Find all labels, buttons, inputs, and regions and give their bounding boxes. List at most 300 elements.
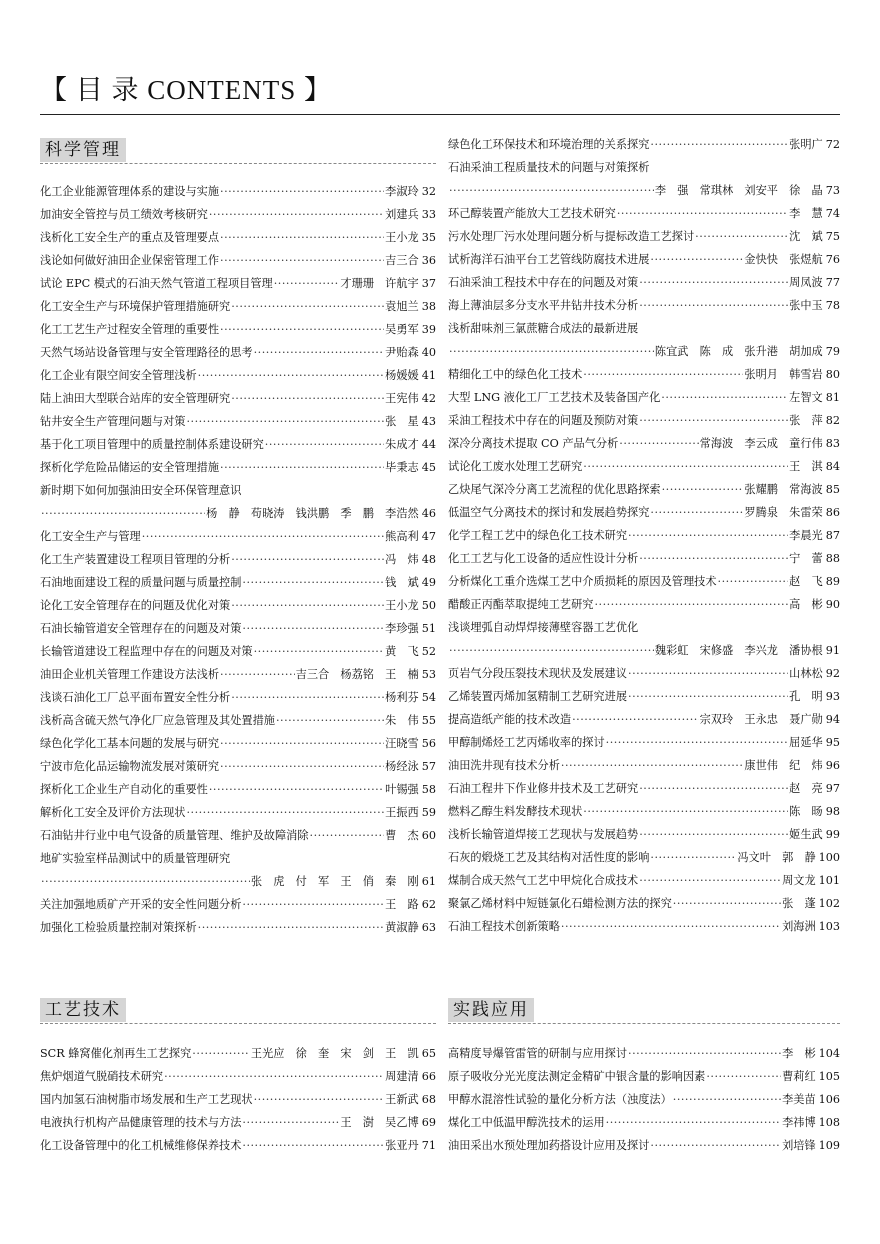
toc-entry[interactable] xyxy=(40,502,436,525)
toc-entry[interactable] xyxy=(40,755,436,778)
toc-entry-author: 周凤波 xyxy=(789,276,823,289)
toc-entry[interactable] xyxy=(40,594,436,617)
dot-leader xyxy=(639,409,788,432)
toc-entry[interactable] xyxy=(448,225,840,248)
dot-leader xyxy=(254,640,385,663)
toc-entry[interactable] xyxy=(448,892,840,915)
toc-entry-title: 长输管道建设工程监理中存在的问题及对策 xyxy=(40,645,253,658)
toc-entry-title: SCR 蜂窝催化剂再生工艺探究 xyxy=(40,1047,192,1060)
toc-entry-author: 张中玉 xyxy=(789,299,823,312)
toc-entry[interactable] xyxy=(40,732,436,755)
toc-entry[interactable] xyxy=(448,432,840,455)
toc-entry-page-number: 37 xyxy=(421,277,436,290)
dot-leader xyxy=(628,524,788,547)
dot-leader xyxy=(220,456,384,479)
toc-entry-page-number: 102 xyxy=(818,897,840,910)
toc-entry[interactable] xyxy=(40,456,436,479)
dot-leader xyxy=(650,846,736,869)
toc-entry-author: 黄淑静 xyxy=(385,921,419,934)
toc-entry[interactable] xyxy=(448,1065,840,1088)
toc-entry[interactable] xyxy=(40,525,436,548)
toc-entry-page-number: 62 xyxy=(421,898,436,911)
toc-entry-title: 甲醇制烯烃工艺丙烯收率的探讨 xyxy=(448,736,605,749)
toc-entry-page-number: 87 xyxy=(825,529,840,542)
dot-leader xyxy=(561,754,744,777)
toc-entry-title: 论化工安全管理存在的问题及优化对策 xyxy=(40,599,231,612)
toc-entry-author: 张耀鹏 常海波 xyxy=(744,483,823,496)
toc-entry-author: 张明广 xyxy=(789,138,823,151)
section-divider xyxy=(448,1023,840,1024)
toc-entry-author: 屈延华 xyxy=(789,736,823,749)
toc-entry[interactable] xyxy=(40,847,436,870)
toc-entry-page-number: 57 xyxy=(421,760,436,773)
toc-entry-title: 高精度导爆管雷管的研制与应用探讨 xyxy=(448,1047,628,1060)
toc-entry-title: 浅论如何做好油田企业保密管理工作 xyxy=(40,254,220,267)
toc-entry-title: 化工企业能源管理体系的建设与实施 xyxy=(40,185,220,198)
toc-entry-page-number: 104 xyxy=(818,1047,840,1060)
toc-entry[interactable] xyxy=(448,708,840,731)
toc-entry-author: 王宪伟 xyxy=(385,392,419,405)
toc-entry-author: 李 慧 xyxy=(789,207,823,220)
toc-entry-page-number: 66 xyxy=(421,1070,436,1083)
toc-entry-author: 杨经泳 xyxy=(385,760,419,773)
toc-entry-title: 浅析长输管道焊接工艺现状与发展趋势 xyxy=(448,828,639,841)
toc-entry-page-number: 61 xyxy=(421,875,436,888)
toc-entry-author: 常海波 李云成 童行伟 xyxy=(699,437,823,450)
toc-entry[interactable] xyxy=(448,915,840,938)
dot-leader xyxy=(583,800,788,823)
toc-entry[interactable] xyxy=(448,179,840,202)
toc-entry-author: 曹莉红 xyxy=(782,1070,816,1083)
dot-leader xyxy=(639,547,788,570)
toc-entry-title: 焦炉烟道气脱硝技术研究 xyxy=(40,1070,164,1083)
dot-leader xyxy=(242,617,384,640)
toc-entry-author: 王光应 徐 奎 宋 剑 王 凯 xyxy=(250,1047,419,1060)
toc-entry-page-number: 42 xyxy=(421,392,436,405)
toc-entry[interactable] xyxy=(448,524,840,547)
toc-entry-page-number: 97 xyxy=(825,782,840,795)
toc-entry-page-number: 84 xyxy=(825,460,840,473)
dot-leader xyxy=(220,755,384,778)
toc-entry-author: 陈 旸 xyxy=(789,805,823,818)
toc-entry-author: 曹 杰 xyxy=(385,829,419,842)
dot-leader xyxy=(242,893,384,916)
toc-entry-title: 油田企业机关管理工作建设方法浅析 xyxy=(40,668,220,681)
toc-entry-page-number: 78 xyxy=(825,299,840,312)
toc-entry[interactable] xyxy=(448,547,840,570)
toc-entry-title: 乙烯装置丙烯加氢精制工艺研究进展 xyxy=(448,690,628,703)
toc-entry-author: 张 蓬 xyxy=(782,897,816,910)
toc-entry-page-number: 96 xyxy=(825,759,840,772)
dot-leader xyxy=(561,915,781,938)
dot-leader xyxy=(242,1111,339,1134)
toc-entry-title: 化工安全生产与环境保护管理措施研究 xyxy=(40,300,231,313)
toc-entry-author: 尹贻森 xyxy=(385,346,419,359)
toc-entry-title: 分析煤化工重介选煤工艺中介质损耗的原因及管理技术 xyxy=(448,575,717,588)
toc-entry[interactable] xyxy=(40,272,436,295)
toc-entry-page-number: 86 xyxy=(825,506,840,519)
toc-entry-title: 解析化工安全及评价方法现状 xyxy=(40,806,186,819)
toc-entry-page-number: 55 xyxy=(421,714,436,727)
toc-entry-author: 刘建兵 xyxy=(385,208,419,221)
toc-entry-page-number: 59 xyxy=(421,806,436,819)
section-heading-science-management: 科学管理 xyxy=(40,138,126,162)
toc-entry[interactable] xyxy=(40,571,436,594)
toc-entry-page-number: 74 xyxy=(825,207,840,220)
toc-entry-title: 燃料乙醇生料发酵技术现状 xyxy=(448,805,583,818)
toc-entry[interactable] xyxy=(40,1088,436,1111)
toc-entry-title: 大型 LNG 液化工厂工艺技术及装备国产化 xyxy=(448,391,661,404)
toc-entry-page-number: 92 xyxy=(825,667,840,680)
toc-entry-page-number: 80 xyxy=(825,368,840,381)
toc-entry-title: 石灰的煅烧工艺及其结构对活性度的影响 xyxy=(448,851,650,864)
toc-entry[interactable] xyxy=(448,570,840,593)
dot-leader xyxy=(594,593,788,616)
dot-leader xyxy=(639,294,788,317)
toc-column-process-technology xyxy=(40,1042,436,1157)
toc-entry[interactable] xyxy=(448,455,840,478)
toc-entry[interactable] xyxy=(448,1111,840,1134)
dot-leader xyxy=(254,341,385,364)
toc-entry-author: 刘海洲 xyxy=(782,920,816,933)
toc-entry[interactable] xyxy=(40,1134,436,1157)
dot-leader xyxy=(220,732,384,755)
toc-entry-title: 天然气场站设备管理与安全管理路径的思考 xyxy=(40,346,253,359)
section-divider xyxy=(40,163,436,164)
toc-entry[interactable] xyxy=(40,203,436,226)
toc-entry[interactable] xyxy=(448,501,840,524)
dot-leader xyxy=(220,663,295,686)
toc-entry[interactable] xyxy=(448,685,840,708)
toc-entry-author: 周文龙 xyxy=(782,874,816,887)
toc-entry[interactable] xyxy=(448,593,840,616)
toc-entry[interactable] xyxy=(40,916,436,939)
dot-leader xyxy=(142,525,384,548)
toc-entry-author: 山林松 xyxy=(789,667,823,680)
toc-entry[interactable] xyxy=(448,363,840,386)
dot-leader xyxy=(628,662,788,685)
dot-leader xyxy=(583,363,743,386)
toc-entry-author: 杨媛媛 xyxy=(385,369,419,382)
toc-entry-author: 王 淇 xyxy=(789,460,823,473)
dot-leader xyxy=(639,271,788,294)
toc-entry-page-number: 99 xyxy=(825,828,840,841)
toc-entry-author: 张 萍 xyxy=(789,414,823,427)
toc-entry-author: 张 虎 付 军 王 俏 秦 刚 xyxy=(250,875,419,888)
toc-entry-title: 煤制合成天然气工艺中甲烷化合成技术 xyxy=(448,874,639,887)
toc-entry-title: 试论 EPC 模式的石油天然气管道工程项目管理 xyxy=(40,277,273,290)
toc-entry-page-number: 83 xyxy=(825,437,840,450)
toc-entry-title: 化工安全生产与管理 xyxy=(40,530,141,543)
toc-entry-author: 赵 亮 xyxy=(789,782,823,795)
toc-entry-title: 乙炔尾气深冷分离工艺流程的优化思路探索 xyxy=(448,483,661,496)
toc-entry[interactable] xyxy=(40,1111,436,1134)
dot-leader xyxy=(673,1088,781,1111)
toc-entry-author: 刘培锋 xyxy=(782,1139,816,1152)
dot-leader xyxy=(449,340,654,363)
toc-entry[interactable] xyxy=(40,548,436,571)
toc-entry-page-number: 103 xyxy=(818,920,840,933)
toc-entry[interactable] xyxy=(448,639,840,662)
toc-entry-title: 化工工艺生产过程安全管理的重要性 xyxy=(40,323,220,336)
toc-column-science-management xyxy=(40,180,436,939)
toc-entry-title: 探析化学危险品储运的安全管理措施 xyxy=(40,461,220,474)
toc-entry-title: 绿色化学化工基本问题的发展与研究 xyxy=(40,737,220,750)
toc-entry[interactable] xyxy=(448,386,840,409)
toc-entry[interactable] xyxy=(40,801,436,824)
toc-entry-title: 海上薄油层多分支水平井钻井技术分析 xyxy=(448,299,639,312)
toc-entry[interactable] xyxy=(448,846,840,869)
toc-entry[interactable] xyxy=(448,202,840,225)
toc-column-practice-application xyxy=(448,1042,840,1157)
toc-entry-page-number: 48 xyxy=(421,553,436,566)
toc-entry[interactable] xyxy=(448,731,840,754)
toc-entry-page-number: 73 xyxy=(825,184,840,197)
toc-entry-title: 钻井安全生产管理问题与对策 xyxy=(40,415,186,428)
toc-entry-title: 油田洗井现有技术分析 xyxy=(448,759,560,772)
toc-entry-author: 李淑玲 xyxy=(385,185,419,198)
toc-entry-page-number: 98 xyxy=(825,805,840,818)
dot-leader xyxy=(718,570,789,593)
dot-leader xyxy=(606,731,789,754)
toc-entry-page-number: 40 xyxy=(421,346,436,359)
toc-entry-author: 冯 炜 xyxy=(385,553,419,566)
toc-entry[interactable] xyxy=(40,433,436,456)
toc-entry-title: 甲醇水混溶性试验的量化分析方法（浊度法） xyxy=(448,1093,672,1106)
dot-leader xyxy=(606,1111,781,1134)
toc-entry-author: 赵 飞 xyxy=(789,575,823,588)
toc-entry[interactable] xyxy=(40,479,436,502)
toc-entry-author: 王振西 xyxy=(385,806,419,819)
toc-entry-page-number: 50 xyxy=(421,599,436,612)
toc-entry[interactable] xyxy=(40,295,436,318)
dot-leader xyxy=(41,502,205,525)
toc-entry-page-number: 95 xyxy=(825,736,840,749)
toc-entry[interactable] xyxy=(40,870,436,893)
toc-entry-page-number: 45 xyxy=(421,461,436,474)
toc-entry-title: 加油安全管控与员工绩效考核研究 xyxy=(40,208,208,221)
toc-entry-page-number: 101 xyxy=(818,874,840,887)
toc-entry[interactable] xyxy=(40,1065,436,1088)
toc-entry-author: 宁 蕾 xyxy=(789,552,823,565)
dot-leader xyxy=(706,1065,781,1088)
toc-entry[interactable] xyxy=(448,777,840,800)
toc-entry-author: 魏彩虹 宋修盛 李兴龙 潘协根 xyxy=(654,644,823,657)
toc-entry-author: 袁旭兰 xyxy=(385,300,419,313)
dot-leader xyxy=(186,410,384,433)
dot-leader xyxy=(231,295,384,318)
toc-entry-page-number: 85 xyxy=(825,483,840,496)
toc-entry-page-number: 77 xyxy=(825,276,840,289)
toc-entry-title: 浅谈埋弧自动焊焊接薄壁容器工艺优化 xyxy=(448,621,639,634)
toc-entry[interactable] xyxy=(40,387,436,410)
dot-leader xyxy=(639,823,788,846)
toc-entry-page-number: 52 xyxy=(421,645,436,658)
toc-entry-author: 罗腾泉 朱雷荣 xyxy=(744,506,823,519)
toc-entry-title: 煤化工中低温甲醇洗技术的运用 xyxy=(448,1116,605,1129)
toc-entry[interactable] xyxy=(448,616,840,639)
toc-entry-author: 高 彬 xyxy=(789,598,823,611)
toc-entry-author: 孔 明 xyxy=(789,690,823,703)
toc-entry[interactable] xyxy=(448,869,840,892)
toc-entry-page-number: 69 xyxy=(421,1116,436,1129)
toc-entry-title: 石油工程井下作业修井技术及工艺研究 xyxy=(448,782,639,795)
toc-entry-author: 宗双玲 王永忠 聂广勋 xyxy=(699,713,823,726)
toc-entry[interactable] xyxy=(40,341,436,364)
toc-entry-title: 浅析化工安全生产的重点及管理要点 xyxy=(40,231,220,244)
toc-entry-author: 姬生武 xyxy=(789,828,823,841)
toc-entry-title: 页岩气分段压裂技术现状及发展建议 xyxy=(448,667,628,680)
toc-entry-author: 沈 斌 xyxy=(789,230,823,243)
toc-entry-author: 王 澍 吴乙博 xyxy=(340,1116,419,1129)
dot-leader xyxy=(41,870,250,893)
toc-entry-author: 毕秉志 xyxy=(385,461,419,474)
toc-entry-page-number: 71 xyxy=(421,1139,436,1152)
toc-entry[interactable] xyxy=(40,410,436,433)
toc-entry-page-number: 88 xyxy=(825,552,840,565)
toc-entry[interactable] xyxy=(448,271,840,294)
dot-leader xyxy=(220,226,384,249)
page-title: 【 目 录 CONTENTS 】 xyxy=(40,75,332,105)
toc-entry[interactable] xyxy=(448,409,840,432)
section-heading-practice-application: 实践应用 xyxy=(448,998,534,1022)
toc-entry-title: 环己醇装置产能放大工艺技术研究 xyxy=(448,207,616,220)
toc-entry[interactable] xyxy=(40,249,436,272)
toc-entry-title: 化工工艺与化工设备的适应性设计分析 xyxy=(448,552,639,565)
dot-leader xyxy=(231,387,384,410)
toc-entry[interactable] xyxy=(448,248,840,271)
toc-entry[interactable] xyxy=(40,180,436,203)
toc-entry-author: 张明月 韩雪岩 xyxy=(744,368,823,381)
toc-entry[interactable] xyxy=(448,478,840,501)
toc-entry-title: 化工企业有限空间安全管理浅析 xyxy=(40,369,197,382)
toc-entry[interactable] xyxy=(40,617,436,640)
toc-entry[interactable] xyxy=(448,1042,840,1065)
toc-entry-author: 左智文 xyxy=(789,391,823,404)
toc-entry-title: 聚氯乙烯材料中短链氯化石蜡检测方法的探究 xyxy=(448,897,672,910)
toc-entry-page-number: 51 xyxy=(421,622,436,635)
toc-entry-title: 石油工程技术创新策略 xyxy=(448,920,560,933)
toc-entry-page-number: 49 xyxy=(421,576,436,589)
toc-entry[interactable] xyxy=(448,754,840,777)
dot-leader xyxy=(650,1134,781,1157)
toc-entry-author: 陈宜武 陈 成 张升港 胡加成 xyxy=(654,345,823,358)
dot-leader xyxy=(639,777,788,800)
toc-entry-title: 基于化工项目管理中的质量控制体系建设研究 xyxy=(40,438,264,451)
toc-entry-author: 熊高利 xyxy=(385,530,419,543)
toc-entry-title: 加强化工检验质量控制对策探析 xyxy=(40,921,197,934)
toc-entry[interactable] xyxy=(448,800,840,823)
dot-leader xyxy=(661,386,788,409)
dot-leader xyxy=(662,478,744,501)
toc-entry-author: 才珊珊 许航宇 xyxy=(340,277,419,290)
toc-entry-author: 汪晓雪 xyxy=(385,737,419,750)
toc-entry-author: 王小龙 xyxy=(385,599,419,612)
toc-entry-title: 浅析甜味剂三氯蔗糖合成法的最新进展 xyxy=(448,322,639,335)
toc-entry[interactable] xyxy=(40,226,436,249)
dot-leader xyxy=(198,364,385,387)
dot-leader xyxy=(310,824,385,847)
dot-leader xyxy=(583,455,788,478)
toc-entry-title: 采油工程技术中存在的问题及预防对策 xyxy=(448,414,639,427)
toc-entry[interactable] xyxy=(448,133,840,156)
toc-entry-page-number: 109 xyxy=(818,1139,840,1152)
toc-entry[interactable] xyxy=(448,340,840,363)
toc-entry-title: 石油采油工程质量技术的问题与对策探析 xyxy=(448,161,650,174)
toc-entry-page-number: 36 xyxy=(421,254,436,267)
toc-entry-author: 张 星 xyxy=(385,415,419,428)
toc-entry-title: 试析海洋石油平台工艺管线防腐技术进展 xyxy=(448,253,650,266)
toc-entry-page-number: 56 xyxy=(421,737,436,750)
toc-entry-title: 化工生产装置建设工程项目管理的分析 xyxy=(40,553,231,566)
dot-leader xyxy=(164,1065,384,1088)
toc-entry[interactable] xyxy=(448,156,840,179)
toc-entry[interactable] xyxy=(40,640,436,663)
toc-entry-author: 冯文叶 郭 静 xyxy=(737,851,816,864)
dot-leader xyxy=(572,708,699,731)
dot-leader xyxy=(231,594,384,617)
dot-leader xyxy=(186,801,384,824)
toc-entry[interactable] xyxy=(448,294,840,317)
dot-leader xyxy=(198,916,385,939)
toc-entry-author: 金快快 张煜航 xyxy=(744,253,823,266)
toc-entry[interactable] xyxy=(448,317,840,340)
toc-entry[interactable] xyxy=(40,893,436,916)
toc-entry[interactable] xyxy=(40,1042,436,1065)
toc-entry-author: 李 强 常琪林 刘安平 徐 晶 xyxy=(654,184,823,197)
toc-entry-author: 李祎博 xyxy=(782,1116,816,1129)
toc-entry-title: 试论化工废水处理工艺研究 xyxy=(448,460,583,473)
toc-entry-page-number: 75 xyxy=(825,230,840,243)
toc-entry-title: 浅析高含硫天然气净化厂应急管理及其处置措施 xyxy=(40,714,275,727)
toc-entry[interactable] xyxy=(448,1134,840,1157)
toc-entry-author: 朱 伟 xyxy=(385,714,419,727)
toc-entry[interactable] xyxy=(40,663,436,686)
dot-leader xyxy=(220,318,384,341)
toc-column-continued xyxy=(448,133,840,938)
toc-entry[interactable] xyxy=(40,318,436,341)
toc-entry[interactable] xyxy=(40,824,436,847)
dot-leader xyxy=(209,203,384,226)
toc-entry-author: 黄 飞 xyxy=(385,645,419,658)
toc-entry-author: 王小龙 xyxy=(385,231,419,244)
toc-entry-page-number: 43 xyxy=(421,415,436,428)
section-heading-process-technology: 工艺技术 xyxy=(40,998,126,1022)
toc-entry-title: 油田采出水预处理加药搭设计应用及探讨 xyxy=(448,1139,650,1152)
toc-entry-page-number: 108 xyxy=(818,1116,840,1129)
toc-entry[interactable] xyxy=(40,709,436,732)
dot-leader xyxy=(276,709,384,732)
toc-entry[interactable] xyxy=(40,686,436,709)
toc-entry-author: 吉三合 xyxy=(385,254,419,267)
toc-entry-author: 康世伟 纪 炜 xyxy=(744,759,823,772)
toc-entry[interactable] xyxy=(448,662,840,685)
toc-entry-title: 国内加氢石油树脂市场发展和生产工艺现状 xyxy=(40,1093,253,1106)
toc-entry[interactable] xyxy=(448,823,840,846)
toc-entry-page-number: 90 xyxy=(825,598,840,611)
toc-entry-author: 李珍强 xyxy=(385,622,419,635)
toc-entry[interactable] xyxy=(40,778,436,801)
toc-entry-page-number: 100 xyxy=(818,851,840,864)
toc-entry-title: 绿色化工环保技术和环境治理的关系探究 xyxy=(448,138,650,151)
toc-entry-author: 钱 斌 xyxy=(385,576,419,589)
dot-leader xyxy=(265,433,384,456)
toc-entry-title: 新时期下如何加强油田安全环保管理意识 xyxy=(40,484,242,497)
toc-entry-page-number: 63 xyxy=(421,921,436,934)
toc-entry[interactable] xyxy=(40,364,436,387)
toc-entry[interactable] xyxy=(448,1088,840,1111)
toc-entry-title: 醋酸正丙酯萃取提纯工艺研究 xyxy=(448,598,594,611)
